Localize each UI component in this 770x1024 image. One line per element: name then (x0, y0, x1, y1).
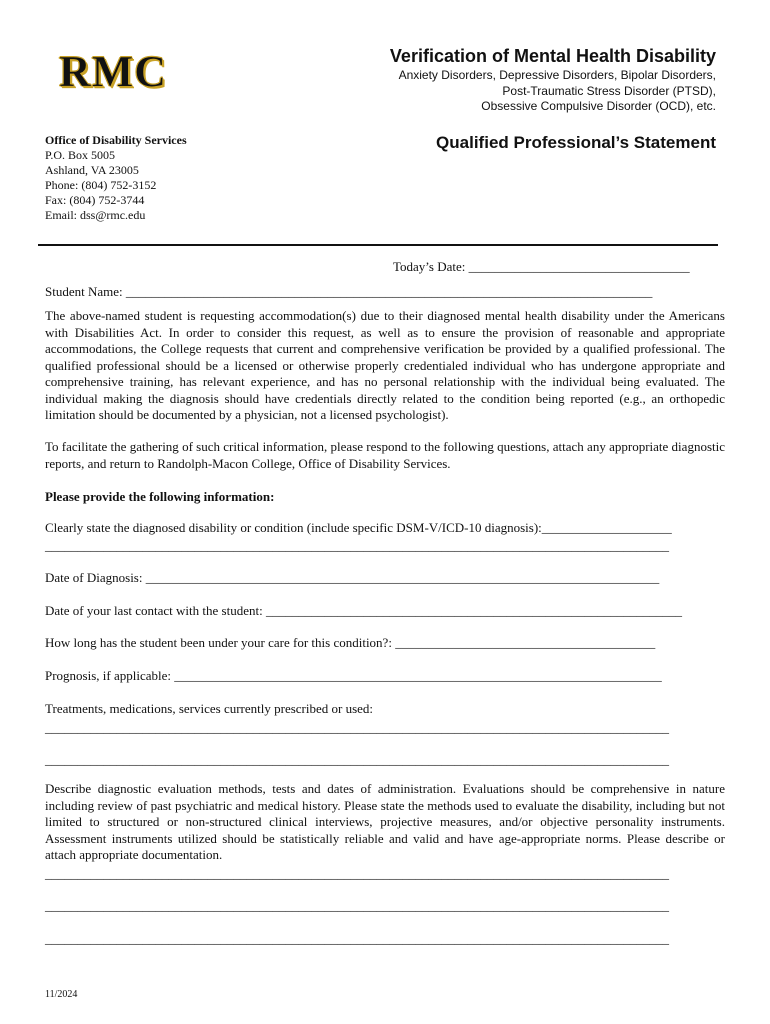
subtitle-line: Anxiety Disorders, Depressive Disorders, Bipolar Disorders, (398, 68, 716, 82)
treatments-label: Treatments, medications, services currently prescribed or used: (45, 701, 374, 716)
diagnosis-field-continued[interactable]: ________________________________________________________________________________________________ (45, 538, 669, 553)
office-line: Ashland, VA 23005 (45, 163, 139, 177)
header-divider (38, 244, 718, 246)
office-phone: Phone: (804) 752-3152 (45, 178, 157, 192)
evaluation-line[interactable]: ________________________________________________________________________________________________ (45, 898, 669, 913)
intro-paragraph: The above-named student is requesting accommodation(s) due to their diagnosed mental health disability under the Americans with Disabilities Act. In order to consider this request, as well as to ensure the provision of reasonable and appropriate accommodations, the College requests that current and comprehensive verification be provided by a qualified professional. The qualified professional should be a licensed or otherwise properly credentialed individual who has undergone appropriate and comprehensive training, has relevant experience, and has no personal relationship with the individual being evaluated. The individual making the diagnosis should have credentials directly related to the condition being reported (e.g., an orthopedic limitation should be documented by a physician, not a licensed psychologist). (45, 308, 725, 422)
instructions-paragraph: To facilitate the gathering of such critical information, please respond to the following questions, attach any appropriate diagnostic reports, and return to Randolph-Macon College, Office of Disability Services. (45, 439, 725, 471)
last-contact-field[interactable]: Date of your last contact with the student: ________________________________________________________________ (45, 603, 682, 618)
care-duration-field[interactable]: How long has the student been under your care for this condition?: ________________________________________ (45, 635, 656, 650)
date-of-diagnosis-field[interactable]: Date of Diagnosis: _______________________________________________________________________________ (45, 570, 660, 585)
prognosis-field[interactable]: Prognosis, if applicable: ___________________________________________________________________________ (45, 668, 662, 683)
evaluation-line[interactable]: ________________________________________________________________________________________________ (45, 931, 669, 946)
rmc-logo: RMC (59, 47, 168, 96)
office-address (45, 133, 187, 223)
form-title: Verification of Mental Health Disability (389, 46, 716, 66)
todays-date-field[interactable]: Today’s Date: __________________________________ (393, 259, 690, 274)
treatments-line[interactable]: ________________________________________________________________________________________________ (45, 720, 669, 735)
diagnosis-field[interactable]: Clearly state the diagnosed disability or condition (include specific DSM-V/ICD-10 diagnosis):____________________ (45, 520, 672, 535)
subtitle-line: Post-Traumatic Stress Disorder (PTSD), (502, 83, 716, 98)
revision-date: 11/2024 (45, 989, 78, 1000)
office-name: Office of Disability Services (45, 133, 187, 147)
treatments-line[interactable]: ________________________________________________________________________________________________ (45, 752, 669, 767)
office-email: Email: dss@rmc.edu (45, 208, 146, 222)
office-fax: Fax: (804) 752-3744 (45, 193, 145, 207)
student-name-field[interactable]: Student Name: _________________________________________________________________________________ (45, 284, 653, 299)
form-subtitle (399, 68, 716, 115)
office-line: P.O. Box 5005 (45, 148, 116, 162)
subtitle-line: Obsessive Compulsive Disorder (OCD), etc. (481, 99, 716, 113)
statement-title: Qualified Professional’s Statement (436, 133, 716, 152)
provide-info-heading: Please provide the following information: (45, 489, 275, 504)
evaluation-line[interactable]: ________________________________________________________________________________________________ (45, 866, 669, 881)
evaluation-methods-paragraph: Describe diagnostic evaluation methods, tests and dates of administration. Evaluations should be comprehensive in nature including review of past psychiatric and medical history. Please state the methods used to evaluate the disability, including but not limited to structured or non-structured clinical interviews, projective measures, and/or objective personality instruments. Assessment instruments utilized should be statistically reliable and valid and have age-appropriate norms. Please describe or attach appropriate documentation. (45, 781, 725, 862)
